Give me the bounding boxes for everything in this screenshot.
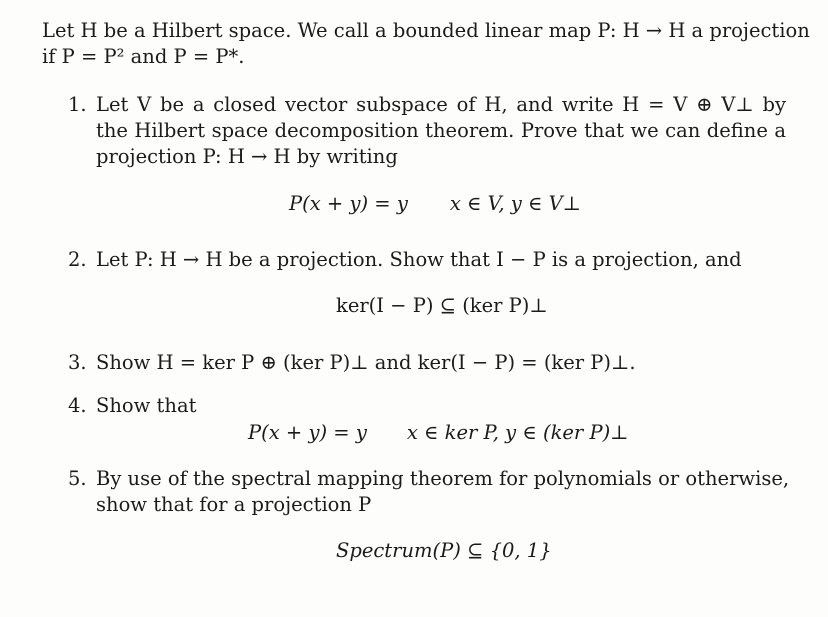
item-2-equation <box>336 293 548 319</box>
item-4-equation-rhs: x ∈ ker P, y ∈ (ker P)⊥ <box>406 421 629 444</box>
item-5-equation <box>336 538 552 564</box>
item-number-1: 1. <box>68 93 87 116</box>
item-1-line-2: the Hilbert space decomposition theorem. Prove that we can define a <box>96 119 786 142</box>
item-2-equation-lhs: ker(I − P) ⊆ (ker P)⊥ <box>336 294 548 317</box>
intro-line-1: Let H be a Hilbert space. We call a bounded linear map P: H → H a projection <box>42 19 810 42</box>
item-1-equation-rhs: x ∈ V, y ∈ V⊥ <box>449 192 582 215</box>
item-1-equation-lhs: P(x + y) = y <box>289 192 408 215</box>
item-5-line-2: show that for a projection P <box>96 493 372 516</box>
intro-line-2: if P = P² and P = P*. <box>42 45 245 68</box>
item-5-equation-lhs: Spectrum(P) ⊆ {0, 1} <box>336 539 552 562</box>
item-1-equation <box>289 191 581 217</box>
item-number-2: 2. <box>68 248 87 271</box>
item-5-line-1: By use of the spectral mapping theorem for polynomials or otherwise, <box>96 467 790 490</box>
item-1-line-3: projection P: H → H by writing <box>96 145 398 168</box>
item-2-line-1: Let P: H → H be a projection. Show that I − P is a projection, and <box>96 248 742 271</box>
item-4-equation <box>248 420 629 446</box>
item-4-line-1: Show that <box>96 394 197 417</box>
item-number-4: 4. <box>68 394 87 417</box>
item-1-line-1: Let V be a closed vector subspace of H, and write H = V ⊕ V⊥ by <box>96 93 786 116</box>
item-number-3: 3. <box>68 351 87 374</box>
item-number-5: 5. <box>68 467 87 490</box>
item-3-line-1: Show H = ker P ⊕ (ker P)⊥ and ker(I − P) = (ker P)⊥. <box>96 351 636 374</box>
item-4-equation-lhs: P(x + y) = y <box>248 421 367 444</box>
